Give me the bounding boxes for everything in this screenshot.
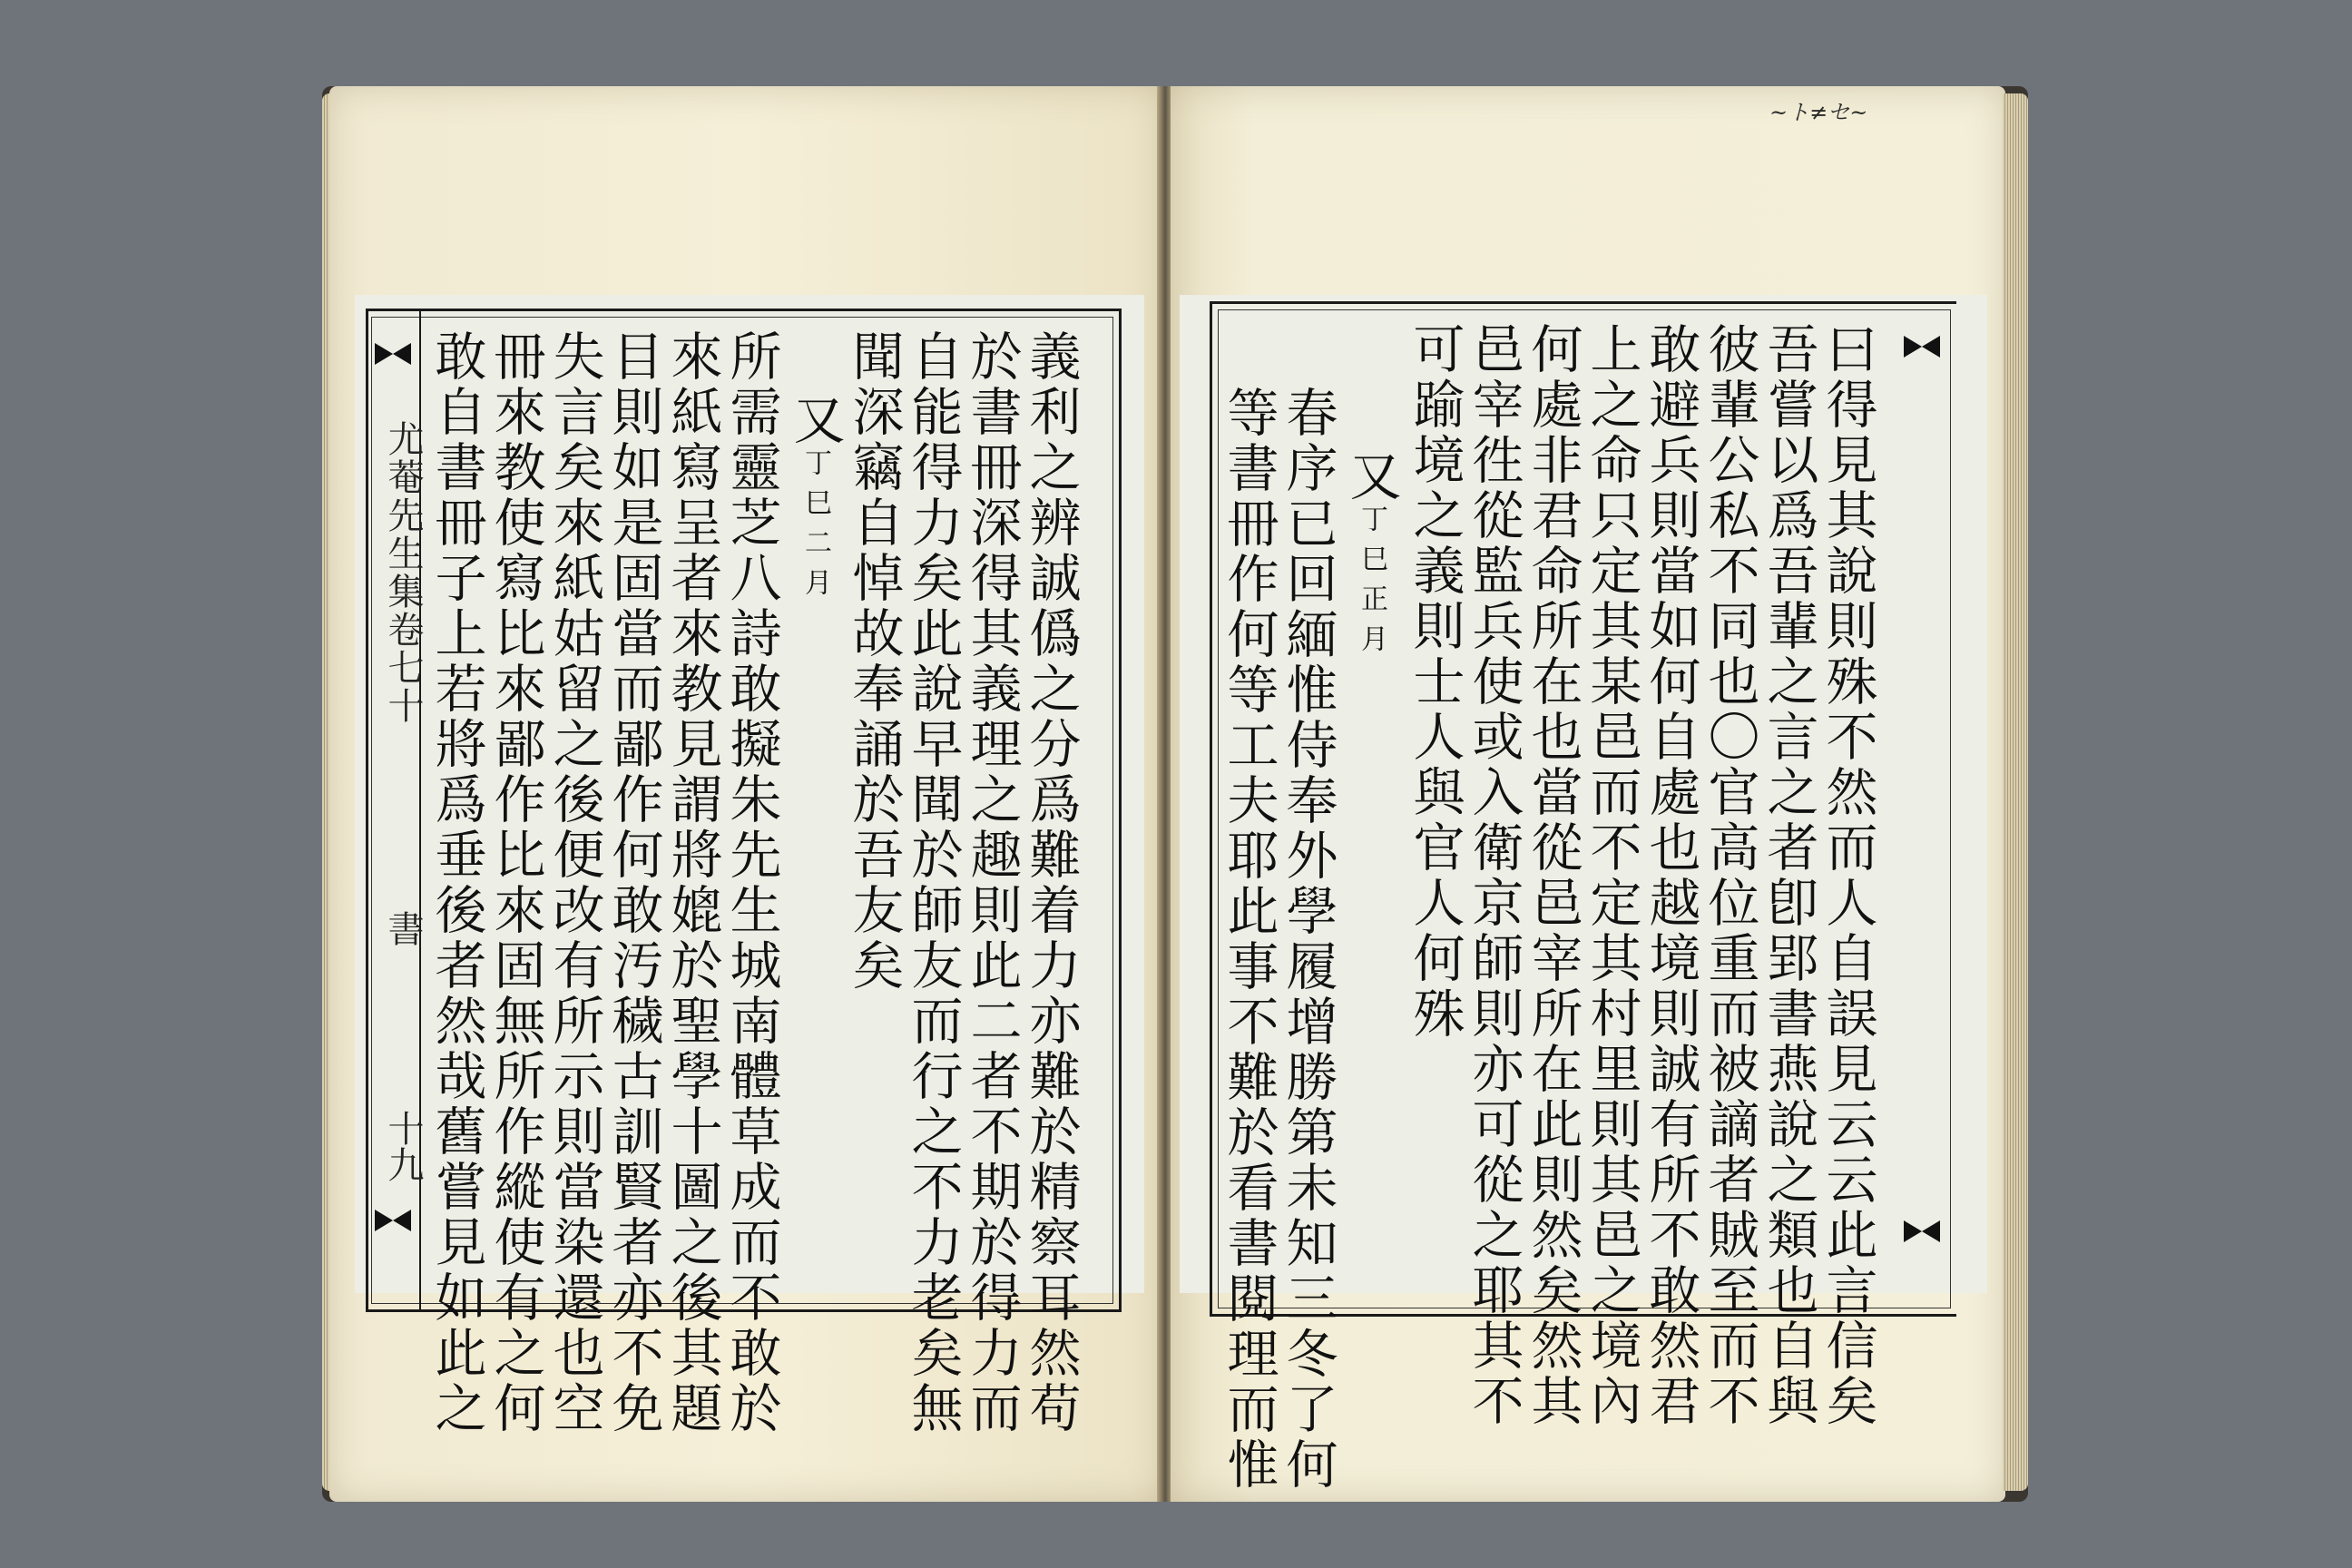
text-column: 曰得見其說則殊不然而人自誤見云云此言信矣: [1818, 322, 1877, 1429]
text-column: 義利之辨誠僞之分爲難着力亦難於精察耳然苟: [1021, 329, 1081, 1436]
heading-date: 丁巳正月: [1356, 505, 1387, 664]
text-column: 聞深竊自悼故奉誦於吾友矣: [844, 329, 904, 994]
text-column: 來紙寫呈者來教見謂將媲於聖學十圖之後其題: [662, 329, 722, 1436]
letter-heading: [785, 393, 845, 608]
page-edges-right: [2003, 93, 2028, 1491]
heading-main: 又: [785, 393, 845, 448]
text-column: 邑宰徃從監兵使或入衛京師則亦可從之耶其不: [1464, 322, 1524, 1429]
open-book: [322, 86, 2028, 1502]
text-column: 失言矣來紙姑留之後便改有所示則當染還也空: [544, 329, 604, 1436]
text-column: 上之命只定其某邑而不定其村里則其邑之境內: [1582, 322, 1642, 1429]
heading-date: 丁巳二月: [799, 448, 831, 608]
text-column: 自能得力矣此說早聞於師友而行之不力老矣無: [903, 329, 963, 1436]
fish-tail-mark-top-icon: [373, 334, 413, 374]
text-column: 所需靈芝八詩敢擬朱先生城南體草成而不敢於: [721, 329, 781, 1436]
text-column: 等書冊作何等工夫耶此事不難於看書閱理而惟: [1219, 386, 1279, 1493]
text-column: 目則如是固當而鄙作何敢汚穢古訓賢者亦不免: [603, 329, 663, 1436]
text-column: 於書冊深得其義理之趣則此二者不期於得力而: [962, 329, 1022, 1436]
fish-tail-mark-bottom-icon: [373, 1200, 413, 1240]
margin-section-label: 書: [382, 910, 424, 946]
margin-book-title: 尤菴先生集卷七十: [382, 420, 424, 725]
text-column: 冊來教使寫比來鄙作比來固無所作縱使有之何: [485, 329, 545, 1436]
text-column: 何處非君命所在也當從邑宰所在此則然矣然其: [1523, 322, 1583, 1429]
left-page: [329, 86, 1162, 1502]
right-text-frame: [1210, 301, 1956, 1493]
handwritten-mark: ~ト≠セ~: [1769, 100, 1868, 125]
text-column: 可踰境之義則士人與官人何殊: [1405, 322, 1465, 1042]
fish-tail-mark-bottom-icon: [1902, 1211, 1942, 1251]
letter-heading: [1341, 449, 1401, 664]
fish-tail-mark-top-icon: [1902, 327, 1942, 367]
page-margin-band: [366, 311, 424, 1309]
text-column: 彼輩公私不同也〇官高位重而被謫者賊至而不: [1700, 322, 1759, 1429]
text-column: 敢避兵則當如何自處也越境則誠有所不敢然君: [1641, 322, 1700, 1429]
heading-main: 又: [1341, 449, 1401, 505]
right-page: [1171, 86, 2005, 1502]
text-column: 春序已回緬惟侍奉外學履增勝第未知三冬了何: [1278, 386, 1338, 1493]
text-column: 吾嘗以爲吾輩之言之者卽郢書燕說之類也自與: [1759, 322, 1818, 1429]
text-column: 敢自書冊子上若將爲垂後者然哉舊嘗見如此之: [426, 329, 486, 1436]
left-text-frame: [366, 309, 1122, 1436]
page-number: 十九: [382, 1110, 424, 1182]
